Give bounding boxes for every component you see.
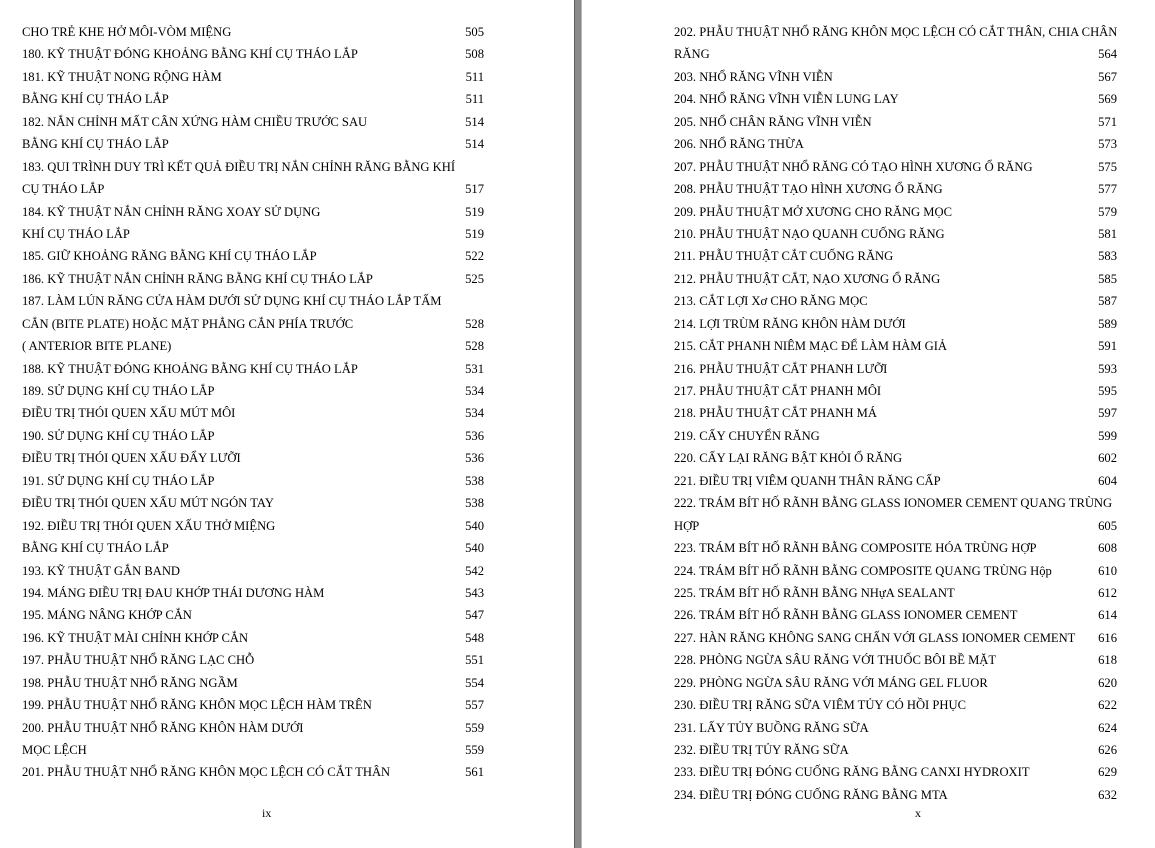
toc-entry-title: 196. KỸ THUẬT MÀI CHỈNH KHỚP CẮN: [22, 630, 249, 645]
toc-entry-title: 193. KỸ THUẬT GẮN BAND: [22, 563, 181, 578]
page-number-right: x: [915, 806, 921, 820]
toc-entry: [674, 694, 1117, 716]
toc-entry-page: 534: [465, 406, 484, 421]
toc-entry-title: CHO TRẺ KHE HỞ MÔI-VÒM MIỆNG: [22, 25, 232, 39]
toc-entry-title: 219. CẤY CHUYỂN RĂNG: [674, 428, 820, 443]
page-gutter: [574, 0, 582, 848]
toc-entry-page: 522: [465, 249, 484, 264]
toc-entry-title: 202. PHẪU THUẬT NHỔ RĂNG KHÔN MỌC LỆCH CÓ CẮT THÂN, CHIA CHÂN: [674, 25, 1118, 39]
toc-entry-page: 543: [465, 585, 484, 600]
toc-entry-page: 538: [465, 473, 484, 488]
toc-entry-title: 203. NHỔ RĂNG VĨNH VIỄN: [674, 69, 833, 84]
toc-entry-title: 189. SỬ DỤNG KHÍ CỤ THÁO LẮP: [22, 384, 215, 398]
toc-entry-title: 200. PHẪU THUẬT NHỔ RĂNG KHÔN HÀM DƯỚI: [22, 720, 304, 735]
toc-entry: [674, 761, 1117, 783]
toc-entry-title: CỤ THÁO LẮP: [22, 182, 105, 197]
toc-entry: [22, 178, 484, 200]
toc-entry-title: 222. TRÁM BÍT HỐ RÃNH BẰNG GLASS IONOMER CEMENT QUANG TRÙNG: [674, 496, 1113, 511]
toc-entry: [22, 111, 484, 133]
toc-entry: [22, 582, 484, 604]
toc-entry-page: 602: [1098, 451, 1117, 466]
toc-entry-page: 599: [1098, 428, 1117, 443]
toc-entry-title: 234. ĐIỀU TRỊ ĐÓNG CUỐNG RĂNG BẰNG MTA: [674, 787, 948, 802]
toc-entry: [674, 88, 1117, 110]
toc-entry: [674, 649, 1117, 671]
toc-entry-page: 581: [1098, 226, 1117, 241]
toc-entry-title: 226. TRÁM BÍT HỐ RÃNH BẰNG GLASS IONOMER CEMENT: [674, 608, 1018, 623]
toc-entry-page: 614: [1098, 608, 1117, 623]
toc-entry-title: 224. TRÁM BÍT HỐ RÃNH BẰNG COMPOSITE QUANG TRÙNG Hộp: [674, 563, 1052, 578]
toc-entry-title: 223. TRÁM BÍT HỐ RÃNH BẰNG COMPOSITE HÓA TRÙNG HỢP: [674, 541, 1037, 556]
toc-entry: [674, 739, 1117, 761]
toc-entry-title: 198. PHẪU THUẬT NHỔ RĂNG NGẦM: [22, 675, 238, 690]
toc-entry-title: 231. LẤY TỦY BUỒNG RĂNG SỮA: [674, 720, 869, 735]
toc-entry: [22, 88, 484, 110]
toc-entry-page: 511: [465, 69, 484, 84]
toc-entry: [22, 627, 484, 649]
toc-entry-page: 577: [1098, 182, 1117, 197]
toc-entry-page: 632: [1098, 787, 1117, 802]
toc-entry-page: 514: [465, 114, 484, 129]
toc-entry-page: 564: [1098, 47, 1117, 62]
toc-entry-page: 547: [465, 608, 484, 623]
toc-entry: [674, 470, 1117, 492]
toc-entry: [22, 245, 484, 267]
toc-entry-title: 195. MÁNG NÂNG KHỚP CẮN: [22, 608, 192, 623]
toc-entry-page: 593: [1098, 361, 1117, 376]
toc-entry-title: 212. PHẪU THUẬT CẮT, NẠO XƯƠNG Ổ RĂNG: [674, 271, 941, 286]
toc-entry: [674, 402, 1117, 424]
toc-entry-title: 180. KỸ THUẬT ĐÓNG KHOẢNG BẰNG KHÍ CỤ THÁO LẮP: [22, 47, 358, 62]
toc-entry: [22, 133, 484, 155]
toc-entry-page: 540: [465, 518, 484, 533]
toc-entry-title: ĐIỀU TRỊ THÓI QUEN XẤU MÚT NGÓN TAY: [22, 496, 274, 511]
toc-entry: [22, 201, 484, 223]
toc-entry: [674, 133, 1117, 155]
toc-entry-title: 233. ĐIỀU TRỊ ĐÓNG CUỐNG RĂNG BẰNG CANXI HYDROXIT: [674, 765, 1030, 780]
toc-entry-title: 216. PHẪU THUẬT CẮT PHANH LƯỠI: [674, 361, 888, 376]
toc-entry-title: 182. NẮN CHỈNH MẤT CÂN XỨNG HÀM CHIỀU TRƯỚC SAU: [22, 114, 368, 129]
toc-entry-page: 528: [465, 339, 484, 354]
toc-entry-title: 185. GIỮ KHOẢNG RĂNG BẰNG KHÍ CỤ THÁO LẮP: [22, 249, 317, 264]
toc-list-right: [674, 21, 1117, 806]
toc-entry-page: 569: [1098, 92, 1117, 107]
toc-entry: [674, 335, 1117, 357]
toc-entry: [22, 492, 484, 514]
toc-entry-page: 605: [1098, 518, 1117, 533]
toc-entry-title: ĐIỀU TRỊ THÓI QUEN XẤU MÚT MÔI: [22, 406, 236, 421]
toc-entry: [22, 425, 484, 447]
toc-entry-page: 610: [1098, 563, 1117, 578]
toc-entry: [22, 470, 484, 492]
toc-entry-page: 557: [465, 698, 484, 713]
toc-entry-title: 199. PHẪU THUẬT NHỔ RĂNG KHÔN MỌC LỆCH HÀM TRÊN: [22, 698, 372, 713]
toc-entry: [22, 739, 484, 761]
toc-entry-page: 531: [465, 361, 484, 376]
toc-entry: [674, 627, 1117, 649]
toc-entry-page: 575: [1098, 159, 1117, 174]
toc-entry-title: 218. PHẪU THUẬT CẮT PHANH MÁ: [674, 406, 877, 421]
toc-entry: [22, 537, 484, 559]
toc-entry-page: 579: [1098, 204, 1117, 219]
toc-entry-page: 591: [1098, 339, 1117, 354]
toc-entry-title: CẮN (BITE PLATE) HOẶC MẶT PHẲNG CẮN PHÍA TRƯỚC: [22, 316, 354, 331]
toc-entry: [22, 717, 484, 739]
toc-entry-page: 571: [1098, 114, 1117, 129]
toc-entry: [674, 604, 1117, 626]
toc-entry-title: 221. ĐIỀU TRỊ VIÊM QUANH THÂN RĂNG CẤP: [674, 473, 941, 488]
toc-entry-page: 514: [465, 137, 484, 152]
toc-entry-page: 616: [1098, 630, 1117, 645]
toc-entry-page: 620: [1098, 675, 1117, 690]
toc-entry: [674, 560, 1117, 582]
toc-entry: [674, 313, 1117, 335]
toc-entry-title: 214. LỢI TRÙM RĂNG KHÔN HÀM DƯỚI: [674, 316, 906, 331]
toc-entry-page: 595: [1098, 384, 1117, 398]
toc-entry-title: 190. SỬ DỤNG KHÍ CỤ THÁO LẮP: [22, 428, 215, 443]
toc-entry-title: KHÍ CỤ THÁO LẮP: [22, 226, 130, 241]
toc-entry-page: 517: [465, 182, 484, 197]
toc-entry-page: 519: [465, 226, 484, 241]
toc-entry-title: BẰNG KHÍ CỤ THÁO LẮP: [22, 92, 169, 107]
toc-entry-title: RĂNG: [674, 47, 710, 62]
toc-entry-page: 534: [465, 384, 484, 398]
toc-entry-title: 232. ĐIỀU TRỊ TỦY RĂNG SỮA: [674, 743, 849, 757]
toc-entry: [22, 156, 484, 178]
toc-entry: [674, 672, 1117, 694]
toc-entry: [22, 335, 484, 357]
toc-entry-page: 626: [1098, 743, 1117, 757]
toc-entry-page: 538: [465, 496, 484, 511]
toc-entry-page: 608: [1098, 541, 1117, 556]
toc-entry-page: 604: [1098, 473, 1117, 488]
toc-entry-page: 629: [1098, 765, 1117, 780]
toc-entry-title: 204. NHỔ RĂNG VĨNH VIỄN LUNG LAY: [674, 92, 899, 107]
toc-entry: [674, 447, 1117, 469]
toc-entry-title: 206. NHỔ RĂNG THỪA: [674, 137, 804, 152]
toc-entry-title: 194. MÁNG ĐIỀU TRỊ ĐAU KHỚP THÁI DƯƠNG HÀM: [22, 585, 325, 600]
right-page: [582, 0, 1155, 848]
toc-entry-page: 540: [465, 541, 484, 556]
toc-entry-title: 186. KỸ THUẬT NẮN CHỈNH RĂNG BẰNG KHÍ CỤ THÁO LẮP: [22, 271, 373, 286]
toc-entry-title: 210. PHẪU THUẬT NẠO QUANH CUỐNG RĂNG: [674, 226, 945, 241]
toc-entry: [22, 694, 484, 716]
toc-entry-page: 536: [465, 428, 484, 443]
toc-entry-page: 567: [1098, 69, 1117, 84]
toc-entry-page: 573: [1098, 137, 1117, 152]
toc-entry-page: 525: [465, 271, 484, 286]
toc-entry-page: 587: [1098, 294, 1117, 309]
toc-entry-title: 183. QUI TRÌNH DUY TRÌ KẾT QUẢ ĐIỀU TRỊ NẮN CHỈNH RĂNG BẰNG KHÍ: [22, 159, 456, 174]
toc-entry-title: 181. KỸ THUẬT NONG RỘNG HÀM: [22, 69, 222, 84]
toc-entry-title: 191. SỬ DỤNG KHÍ CỤ THÁO LẮP: [22, 473, 215, 488]
left-page: [0, 0, 574, 848]
toc-entry-page: 511: [465, 92, 484, 107]
toc-entry-page: 597: [1098, 406, 1117, 421]
toc-entry: [22, 21, 484, 43]
toc-entry-page: 551: [465, 653, 484, 668]
toc-entry-title: 205. NHỔ CHÂN RĂNG VĨNH VIỄN: [674, 114, 872, 129]
toc-entry-title: 187. LÀM LÚN RĂNG CỬA HÀM DƯỚI SỬ DỤNG KHÍ CỤ THÁO LẮP TẤM: [22, 294, 442, 309]
toc-entry: [22, 604, 484, 626]
page-number-left: ix: [262, 806, 272, 820]
toc-entry: [674, 43, 1117, 65]
toc-entry: [674, 111, 1117, 133]
toc-entry: [22, 515, 484, 537]
toc-entry: [674, 425, 1117, 447]
toc-list-left: [22, 21, 484, 784]
toc-entry: [674, 21, 1117, 43]
toc-entry: [22, 649, 484, 671]
toc-entry-title: 207. PHẪU THUẬT NHỔ RĂNG CÓ TẠO HÌNH XƯƠNG Ổ RĂNG: [674, 159, 1033, 174]
toc-entry-title: 225. TRÁM BÍT HỐ RÃNH BẰNG NHựA SEALANT: [674, 585, 955, 600]
toc-entry-page: 519: [465, 204, 484, 219]
toc-entry: [674, 245, 1117, 267]
toc-entry-title: 184. KỸ THUẬT NẮN CHỈNH RĂNG XOAY SỬ DỤNG: [22, 204, 321, 219]
toc-entry-page: 505: [465, 25, 484, 39]
toc-entry: [674, 380, 1117, 402]
toc-entry: [22, 672, 484, 694]
toc-entry-page: 583: [1098, 249, 1117, 264]
toc-entry-page: 554: [465, 675, 484, 690]
toc-entry-page: 589: [1098, 316, 1117, 331]
toc-entry: [22, 358, 484, 380]
toc-entry: [22, 66, 484, 88]
toc-entry-page: 542: [465, 563, 484, 578]
toc-entry: [22, 290, 484, 312]
toc-entry-title: BẰNG KHÍ CỤ THÁO LẮP: [22, 137, 169, 152]
toc-entry: [674, 156, 1117, 178]
toc-entry: [22, 447, 484, 469]
toc-entry-page: 622: [1098, 698, 1117, 713]
toc-entry: [22, 560, 484, 582]
toc-entry: [674, 358, 1117, 380]
toc-entry-title: 201. PHẪU THUẬT NHỔ RĂNG KHÔN MỌC LỆCH CÓ CẮT THÂN: [22, 765, 391, 780]
toc-entry-title: 229. PHÒNG NGỪA SÂU RĂNG VỚI MÁNG GEL FLUOR: [674, 675, 988, 690]
toc-entry-title: 217. PHẪU THUẬT CẮT PHANH MÔI: [674, 384, 882, 398]
toc-entry: [674, 784, 1117, 806]
toc-entry-page: 548: [465, 630, 484, 645]
toc-entry: [22, 268, 484, 290]
toc-entry-title: ( ANTERIOR BITE PLANE): [22, 339, 172, 354]
toc-entry-page: 612: [1098, 585, 1117, 600]
toc-entry: [674, 178, 1117, 200]
toc-entry-title: 228. PHÒNG NGỪA SÂU RĂNG VỚI THUỐC BÔI BỀ MẶT: [674, 653, 997, 668]
toc-entry-title: 192. ĐIỀU TRỊ THÓI QUEN XẤU THỞ MIỆNG: [22, 518, 276, 533]
toc-entry-page: 585: [1098, 271, 1117, 286]
toc-entry-title: 188. KỸ THUẬT ĐÓNG KHOẢNG BẰNG KHÍ CỤ THÁO LẮP: [22, 361, 358, 376]
toc-entry-page: 508: [465, 47, 484, 62]
toc-entry-page: 559: [465, 743, 484, 757]
toc-entry-page: 559: [465, 720, 484, 735]
toc-entry: [674, 290, 1117, 312]
toc-entry: [674, 268, 1117, 290]
toc-entry-title: 209. PHẪU THUẬT MỞ XƯƠNG CHO RĂNG MỌC: [674, 204, 952, 219]
toc-entry: [674, 201, 1117, 223]
toc-entry: [674, 515, 1117, 537]
toc-entry-page: 528: [465, 316, 484, 331]
toc-entry-title: ĐIỀU TRỊ THÓI QUEN XẤU ĐẨY LƯỠI: [22, 451, 241, 466]
toc-entry: [674, 492, 1117, 514]
toc-entry-title: 230. ĐIỀU TRỊ RĂNG SỮA VIÊM TỦY CÓ HỒI PHỤC: [674, 698, 966, 713]
toc-entry: [22, 380, 484, 402]
toc-entry: [674, 582, 1117, 604]
toc-entry: [22, 761, 484, 783]
toc-entry: [22, 313, 484, 335]
toc-entry-title: HỢP: [674, 518, 700, 533]
toc-entry-title: 197. PHẪU THUẬT NHỔ RĂNG LẠC CHỖ: [22, 653, 255, 668]
toc-entry-page: 536: [465, 451, 484, 466]
toc-entry-title: 211. PHẪU THUẬT CẮT CUỐNG RĂNG: [674, 249, 894, 264]
toc-entry: [22, 43, 484, 65]
toc-entry-title: BẰNG KHÍ CỤ THÁO LẮP: [22, 541, 169, 556]
toc-entry-page: 624: [1098, 720, 1117, 735]
toc-entry: [674, 537, 1117, 559]
toc-entry: [22, 402, 484, 424]
toc-entry-title: 215. CẮT PHANH NIÊM MẠC ĐỂ LÀM HÀM GIẢ: [674, 339, 947, 354]
toc-entry-title: 208. PHẪU THUẬT TẠO HÌNH XƯƠNG Ổ RĂNG: [674, 182, 943, 197]
toc-entry: [674, 717, 1117, 739]
toc-entry-title: 220. CẤY LẠI RĂNG BẬT KHỎI Ổ RĂNG: [674, 451, 903, 466]
toc-entry: [22, 223, 484, 245]
toc-entry: [674, 66, 1117, 88]
toc-entry-page: 561: [465, 765, 484, 780]
toc-entry: [674, 223, 1117, 245]
toc-entry-title: MỌC LỆCH: [22, 743, 87, 757]
toc-entry-title: 213. CẮT LỢI Xơ CHO RĂNG MỌC: [674, 294, 868, 309]
toc-entry-title: 227. HÀN RĂNG KHÔNG SANG CHẤN VỚI GLASS IONOMER CEMENT: [674, 630, 1076, 645]
toc-entry-page: 618: [1098, 653, 1117, 668]
